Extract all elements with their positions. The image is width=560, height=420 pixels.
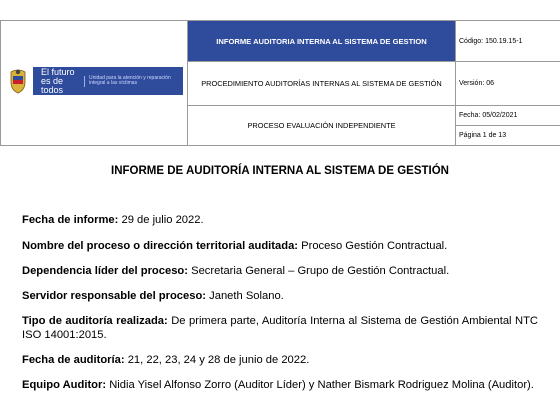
document-title: INFORME DE AUDITORÍA INTERNA AL SISTEMA DE GESTIÓN: [111, 165, 449, 177]
field-label: Fecha de auditoría:: [22, 354, 125, 366]
field-audit-team: [22, 378, 538, 392]
logo-cell: [0, 20, 188, 146]
document-header: [0, 20, 560, 146]
field-label: Nombre del proceso o dirección territorial auditada:: [22, 240, 299, 252]
brand-banner: [33, 67, 183, 95]
field-value: 29 de julio 2022.: [121, 214, 204, 226]
process-cell: PROCESO EVALUACIÓN INDEPENDIENTE: [187, 105, 456, 146]
field-value: Proceso Gestión Contractual.: [301, 240, 448, 252]
field-label: Fecha de informe:: [22, 214, 119, 226]
field-audit-date: [22, 353, 538, 367]
page-number-cell: Página 1 de 13: [455, 125, 560, 146]
coat-of-arms-icon: [7, 68, 29, 94]
version-cell: Versión: 06: [455, 61, 560, 106]
field-process-name: [22, 239, 538, 253]
field-value: De primera parte, Auditoría Interna al Sistema de Gestión Ambiental NTC ISO 14001:2015.: [22, 315, 539, 341]
code-cell: Código: 150.19.15-1: [455, 20, 560, 62]
field-label: Tipo de auditoría realizada:: [22, 315, 168, 327]
brand-sub-text: Unidad para la atención y reparación integral a las víctimas: [84, 76, 183, 87]
procedure-cell: PROCEDIMIENTO AUDITORÍAS INTERNAS AL SISTEMA DE GESTIÓN: [187, 61, 456, 106]
field-responsible-officer: [22, 289, 538, 303]
field-label: Equipo Auditor:: [22, 379, 107, 391]
field-value: Janeth Solano.: [209, 290, 284, 302]
field-label: Dependencia líder del proceso:: [22, 265, 188, 277]
field-report-date: [22, 213, 538, 227]
institution-logo: [7, 67, 183, 95]
date-cell: Fecha: 05/02/2021: [455, 105, 560, 126]
report-title-cell: INFORME AUDITORIA INTERNA AL SISTEMA DE GESTION: [187, 20, 456, 62]
field-value: 21, 22, 23, 24 y 28 de junio de 2022.: [127, 354, 310, 366]
field-value: Nidia Yisel Alfonso Zorro (Auditor Líder) y Nather Bismark Rodriguez Molina (Auditor).: [109, 379, 534, 391]
field-audit-type: [22, 314, 538, 342]
field-label: Servidor responsable del proceso:: [22, 290, 207, 302]
field-value: Secretaria General – Grupo de Gestión Contractual.: [191, 265, 450, 277]
field-lead-department: [22, 264, 538, 278]
brand-main-text: El futuro es de todos: [41, 66, 75, 95]
